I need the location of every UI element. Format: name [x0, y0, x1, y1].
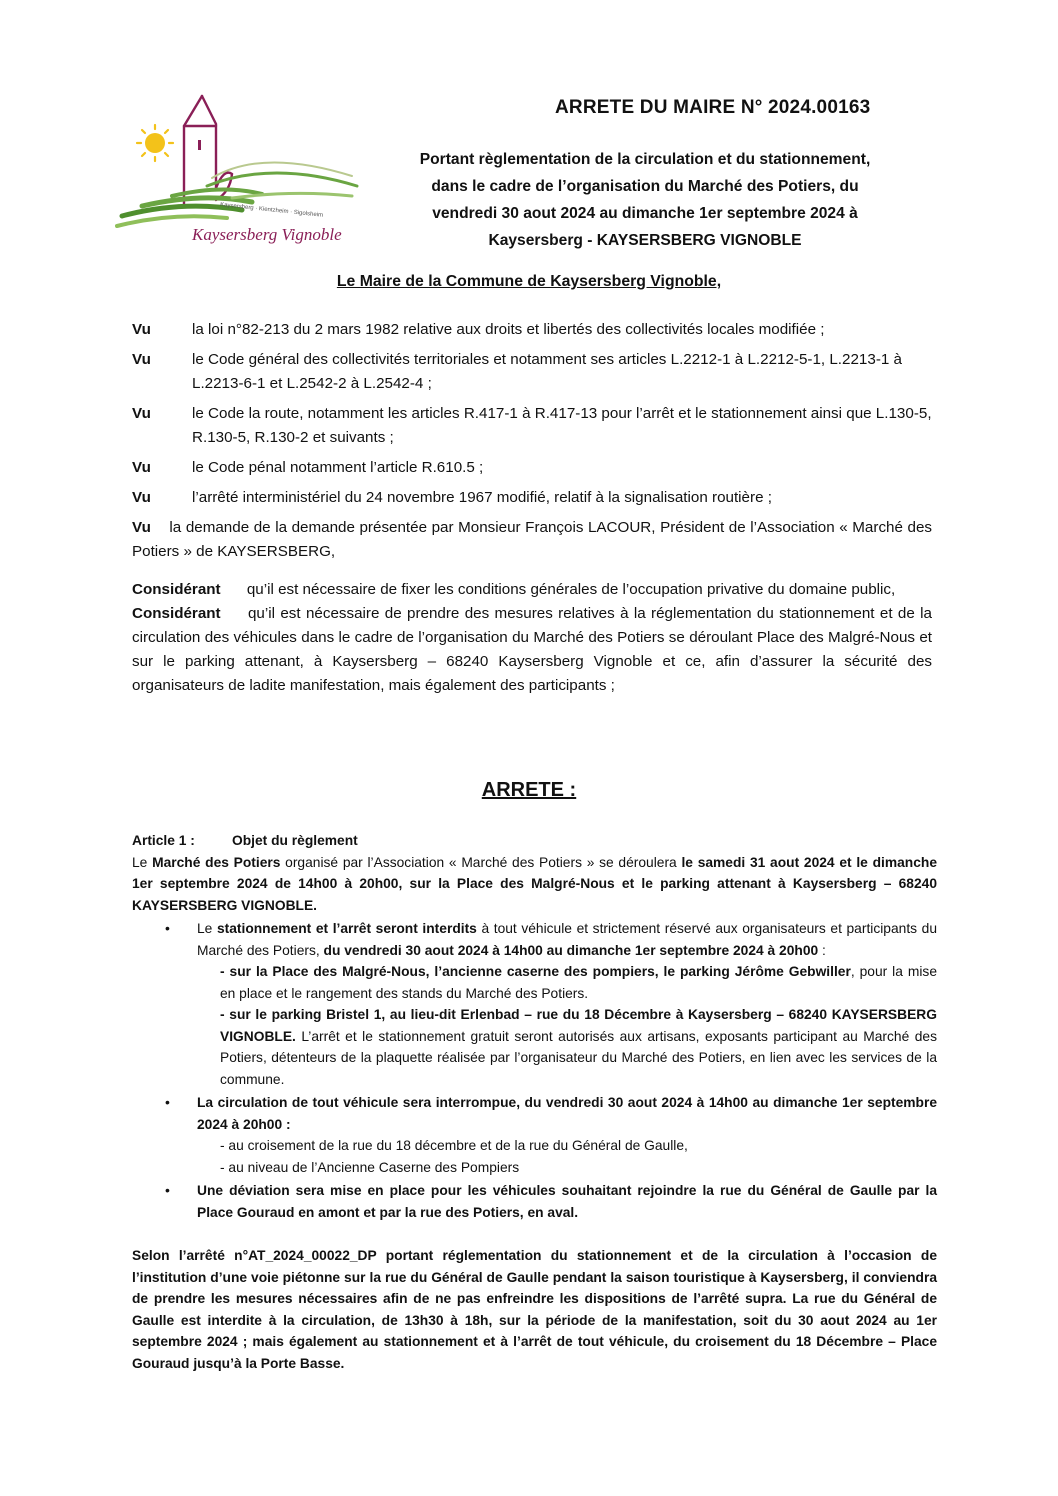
- visa-text: le Code la route, notamment les articles R.417-1 à R.417-13 pour l’arrêt et le stationnement ainsi que L.130-5, R.130-5, R.130-2 et suivants ;: [192, 405, 932, 446]
- visa-text: le Code pénal notamment l’article R.610.5 ;: [192, 459, 484, 476]
- visa-item: [132, 516, 932, 564]
- bullet-icon: •: [165, 920, 170, 936]
- bullet-item: [132, 1180, 937, 1223]
- bullet-bold: du vendredi 30 aout 2024 à 14h00 au dimanche 1er septembre 2024 à 20h00: [323, 942, 819, 958]
- sun-icon: [137, 125, 173, 161]
- sub-bold: - sur le parking Bristel 1, au lieu-dit Erlenbad – rue du 18 Décembre à Kaysersberg – 68240 KAYSERSBERG VIGNOBLE.: [220, 1007, 937, 1044]
- bullet-text: Une déviation sera mise en place pour les véhicules souhaitant rejoindre la rue du Général de Gaulle par la Place Gouraud en amont et par la rue des Potiers, en aval.: [197, 1183, 937, 1220]
- visas-section: [132, 318, 932, 698]
- visa-label: Vu: [132, 351, 151, 368]
- arrete-title: ARRETE DU MAIRE N° 2024.00163: [555, 97, 871, 118]
- article-1: [132, 830, 937, 1374]
- visa-text: la demande de la demande présentée par Monsieur François LACOUR, Président de l’Association « Marché des Potiers » de KAYSERSBERG,: [132, 519, 932, 560]
- visa-item: [132, 456, 932, 480]
- bullet-item: [132, 1092, 937, 1135]
- final-paragraph: Selon l’arrêté n°AT_2024_00022_DP portant réglementation du stationnement et de la circulation à l’occasion de l’institution d’une voie piétonne sur la rue du Général de Gaulle pendant la saison touristique à Kaysersberg, il conviendra de prendre les mesures nécessaires afin de ne pas enfreindre les dispositions de l’arrêté supra. La rue du Général de Gaulle est interdite à la circulation, de 13h30 à 18h, sur la période de la manifestation, soit du 30 aout 2024 au 1er septembre 2024 ; mais également au stationnement et à l’arrêt de tout véhicule, du croisement du 18 Décembre – Place Gouraud jusqu’à la Porte Basse.: [132, 1248, 937, 1371]
- subtitle-line: Kaysersberg - KAYSERSBERG VIGNOBLE: [488, 232, 802, 249]
- bullet-icon: •: [165, 1182, 170, 1198]
- bullet-icon: •: [165, 1094, 170, 1110]
- article-heading: [132, 830, 937, 852]
- visa-item: [132, 486, 932, 510]
- visa-label: Vu: [132, 405, 151, 422]
- sub-item: - au croisement de la rue du 18 décembre et de la rue du Général de Gaulle,: [220, 1138, 688, 1153]
- article-intro: [132, 852, 937, 917]
- visa-label: Vu: [132, 489, 151, 506]
- considerant-text: qu’il est nécessaire de fixer les conditions générales de l’occupation privative du domaine public,: [246, 581, 896, 598]
- bullet-plain: Le: [197, 921, 217, 936]
- intro-bold: le samedi 31 aout 2024 et le dimanche 1er septembre 2024 de 14h00 à 20h00, sur la Place des Malgré-Nous et le parking attenant à Kaysersberg – 68240 KAYSERSBERG VIGNOBLE.: [132, 854, 937, 913]
- bullet-item: [132, 918, 937, 961]
- considerant-item: [132, 578, 932, 602]
- sub-text: , pour la mise en place et le rangement des stands du Marché des Potiers.: [220, 964, 937, 1001]
- considerant-text: qu’il est nécessaire de prendre des mesures relatives à la réglementation du stationnement et de la circulation des véhicules dans le cadre de l’organisation du Marché des Potiers se déroulant Place des Malgré-Nous et sur le parking attenant, à Kaysersberg – 68240 Kaysersberg Vignoble et ce, afin d’assurer la sécurité des organisateurs de ladite manifestation, mais également des participants ;: [132, 605, 932, 694]
- visa-item: [132, 318, 932, 342]
- visa-label: Vu: [132, 321, 151, 338]
- logo-name: Kaysersberg Vignoble: [192, 225, 342, 244]
- visa-item: [132, 348, 932, 396]
- visa-label: Vu: [132, 459, 151, 476]
- bullet-text: [197, 918, 937, 961]
- visa-item: [132, 402, 932, 450]
- arrete-heading: ARRETE :: [481, 779, 577, 801]
- article-title: Objet du règlement: [232, 833, 358, 848]
- sub-bold: - sur la Place des Malgré-Nous, l’ancienne caserne des pompiers, le parking Jérôme Gebwiller: [220, 964, 851, 979]
- sub-item: [220, 961, 937, 1004]
- subtitle-line: dans le cadre de l’organisation du Marché des Potiers, du: [431, 178, 859, 195]
- subtitle-line: Portant règlementation de la circulation et du stationnement,: [419, 151, 871, 168]
- kaysersberg-vignoble-logo: [112, 88, 362, 258]
- considerant-label: Considérant: [132, 581, 221, 598]
- sub-text: L’arrêt et le stationnement gratuit seront autorisés aux artisans, exposants participant au Marché des Potiers, détenteurs de la plaquette réalisée par l’organisateur du Marché des Potiers, en lien avec les services de la commune.: [220, 1028, 937, 1087]
- considerant-item: [132, 602, 932, 698]
- maire-heading: Le Maire de la Commune de Kaysersberg Vignoble,: [336, 273, 722, 290]
- logo-ribbon-text: Kaysersberg · Kientzheim · Sigolsheim: [219, 202, 324, 219]
- visa-text: le Code général des collectivités territoriales et notamment ses articles L.2212-1 à L.2212-5-1, L.2213-1 à L.2213-6-1 et L.2542-2 à L.2542-4 ;: [192, 351, 902, 392]
- visa-text: l’arrêté interministériel du 24 novembre 1967 modifié, relatif à la signalisation routière ;: [192, 489, 772, 506]
- sub-item: - au niveau de l’Ancienne Caserne des Pompiers: [220, 1159, 520, 1175]
- sub-item: [220, 1004, 937, 1090]
- bullet-plain: à tout véhicule et strictement réservé aux organisateurs et participants du Marché des Potiers,: [197, 921, 938, 958]
- intro-text: organisé par l’Association « Marché des Potiers » se déroulera: [280, 854, 682, 870]
- article-number: Article 1 :: [132, 833, 195, 848]
- intro-bold: Marché des Potiers: [152, 854, 281, 870]
- bullet-text: La circulation de tout véhicule sera interrompue, du vendredi 30 aout 2024 à 14h00 au dimanche 1er septembre 2024 à 20h00 :: [197, 1095, 937, 1132]
- arrete-subtitle: [362, 146, 928, 254]
- intro-text: Le: [132, 854, 153, 870]
- subtitle-line: vendredi 30 aout 2024 au dimanche 1er septembre 2024 à: [432, 205, 858, 222]
- bullet-bold: stationnement et l’arrêt seront interdits: [216, 921, 477, 936]
- visa-label: Vu: [132, 519, 151, 536]
- considerant-label: Considérant: [132, 605, 221, 622]
- bullet-plain: :: [818, 942, 826, 958]
- visa-text: la loi n°82-213 du 2 mars 1982 relative aux droits et libertés des collectivités locales modifiée ;: [192, 321, 825, 338]
